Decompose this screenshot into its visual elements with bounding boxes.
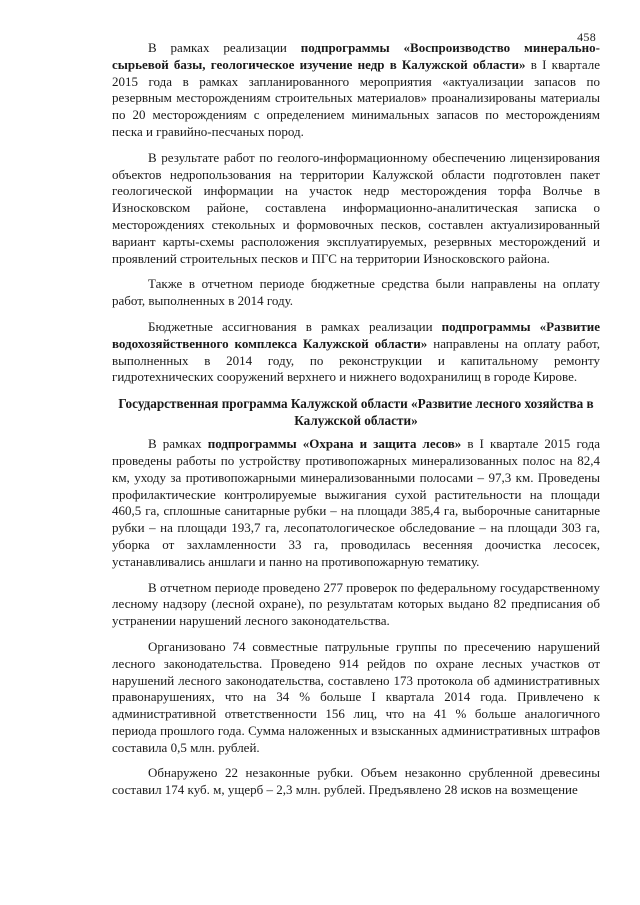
- paragraph-text: В рамках реализации: [148, 40, 301, 55]
- paragraph-text: направлены на оплату работ, выполненных в 2014 году, по реконструкции и капитальному ремонту гидротехнических сооружений верхнего и нижнего водохранилищ в городе Кирове.: [112, 335, 600, 385]
- paragraph-text: В отчетном периоде проведено 277 проверок по федеральному государственному лесному надзору (лесной охране), по результатам которых выдано 82 предписания об устранении нарушений лесного законодательства.: [112, 579, 600, 629]
- subprogram-title: подпрограммы «Охрана и защита лесов»: [207, 436, 462, 452]
- paragraph-mineral-resources: [112, 40, 600, 141]
- paragraph-text: Бюджетные ассигнования в рамках реализации: [148, 318, 442, 334]
- paragraph-text: В рамках: [148, 436, 208, 452]
- paragraph-text: В результате работ по геолого-информационному обеспечению лицензирования объектов недропользования на территории Калужской области подготовлен пакет геологической информации на участок недр месторождения торфа Волчье в Износковском районе, составлена информационно-аналитическая записка о месторождениях стекольных и формовочных песков, составлен актуализированный вариант карты-схемы расположения эксплуатируемых, резервных месторождений и проявлений строительных песков и ПГС на территории Износковского района.: [112, 149, 600, 266]
- paragraph-text: Также в отчетном периоде бюджетные средства были направлены на оплату работ, выполненных в 2014 году.: [112, 276, 600, 309]
- paragraph-text: в I квартале 2015 года в рамках запланированного мероприятия «актуализации запасов по резервным месторождениям строительных материалов» проанализированы материалы по 20 месторождениям с определением минимальных запасов по месторождениям песка и гравийно-песчаных пород.: [112, 56, 600, 139]
- paragraph-geological-info: [112, 150, 600, 268]
- section-heading: Государственная программа Калужской области «Развитие лесного хозяйства в Калужской области»: [118, 396, 594, 429]
- paragraph-text: в I квартале 2015 года проведены работы по устройству противопожарных минерализованных полос на 82,4 км, уходу за противопожарными минерализованными полосами – 97,3 км. Проведены профилактические контролируемые выжигания сухой растительности на площади 460,5 га, сплошные санитарные рубки – на площади 385,4 га, выборочные санитарные рубки – на площади 193,7 га, лесопатологическое обследование – на площади 303 га, уборка от захламленности 33 га, проводилась весенняя доочистка лесосек, устанавливались аншлаги и панно на противопожарную тематику.: [112, 436, 601, 569]
- paragraph-illegal-logging: [112, 765, 600, 799]
- page-number: 458: [577, 30, 596, 44]
- paragraph-text: Обнаружено 22 незаконные рубки. Объем незаконно срубленной древесины составил 174 куб. м, ущерб – 2,3 млн. рублей. Предъявлено 28 исков на возмещение: [112, 765, 600, 798]
- subprogram-title: подпрограммы «Развитие водохозяйственного комплекса Калужской области»: [112, 318, 600, 351]
- paragraph-inspections: [112, 580, 600, 630]
- paragraph-water-complex: [112, 319, 600, 386]
- paragraph-budget-funds: [112, 276, 600, 310]
- paragraph-text: Организовано 74 совместные патрульные группы по пресечению нарушений лесного законодательства. Проведено 914 рейдов по охране лесных участков от нарушений лесного законодательства, составлено 173 протокола об административных правонарушениях, что на 34 % больше I квартала 2014 года. Привлечено к административной ответственности 156 лиц, что на 41 % больше аналогичного периода прошлого года. Сумма наложенных и взысканных административных штрафов составила 0,5 млн. рублей.: [112, 638, 600, 755]
- paragraph-forest-protection: [112, 436, 600, 570]
- paragraph-patrol-groups: [112, 639, 600, 757]
- subprogram-title: подпрограммы «Воспроизводство минерально-сырьевой базы, геологическое изучение недр в Калужской области»: [112, 40, 600, 72]
